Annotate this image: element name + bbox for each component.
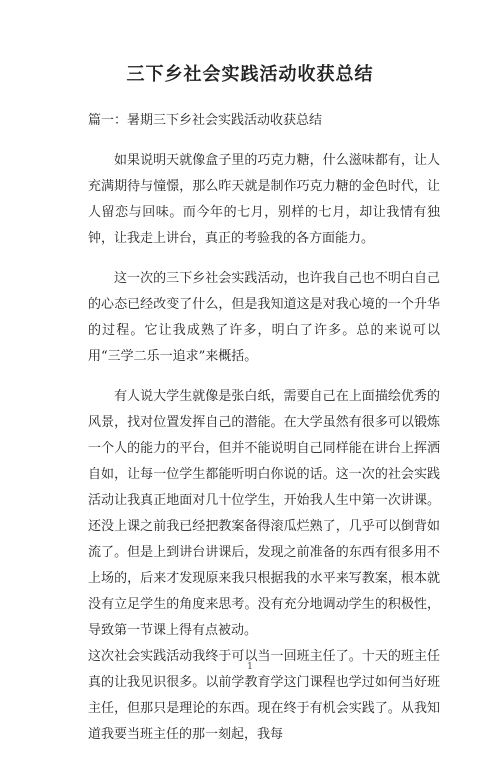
paragraph-3: 有人说大学生就像是张白纸，需要自己在上面描绘优秀的风景，找对位置发挥自己的潜能。在大学虽然有很多可以锻炼一个人的能力的平台，但并不能说明自己同样能在讲台上挥洒自如，让每一位学生都能听明白你说的话。这一次的社会实践活动让我真正地面对几十位学生，开始我人生中第一次讲课。还没上课之前我已经把教案备得滚瓜烂熟了，几乎可以倒背如流了。但是上到讲台讲课后，发现之前准备的东西有很多用不上场的，后来才发现原来我只根据我的水平来写教案，根本就没有立足学生的角度来思考。没有充分地调动学生的积极性，导致第一节课上得有点被动。	[88, 389, 440, 638]
paragraph-4: 这次社会实践活动我终于可以当一回班主任了。十天的班主任真的让我见识很多。以前学教育学这门课程也学过如何当好班主任，但那只是理论的东西。现在终于有机会实践了。从我知道我要当班主任的那一刻起，我每	[88, 649, 440, 742]
document-title: 三下乡社会实践活动收获总结	[126, 64, 374, 85]
paragraph-1: 如果说明天就像盒子里的巧克力糖，什么滋味都有，让人充满期待与憧憬，那么昨天就是制作巧克力糖的金色时代，让人留恋与回味。而今年的七月，别样的七月，却让我情有独钟，让我走上讲台，真正的考验我的各方面能力。	[88, 153, 440, 246]
paragraph-2: 这一次的三下乡社会实践活动，也许我自己也不明白自己的心态已经改变了什么，但是我知道这是对我心境的一个升华的过程。它让我成熟了许多，明白了许多。总的来说可以用“三学二乐一追求”来概括。	[88, 271, 440, 364]
page-number: 1	[247, 662, 253, 672]
article-subtitle: 篇一：暑期三下乡社会实践活动收获总结	[88, 113, 323, 128]
